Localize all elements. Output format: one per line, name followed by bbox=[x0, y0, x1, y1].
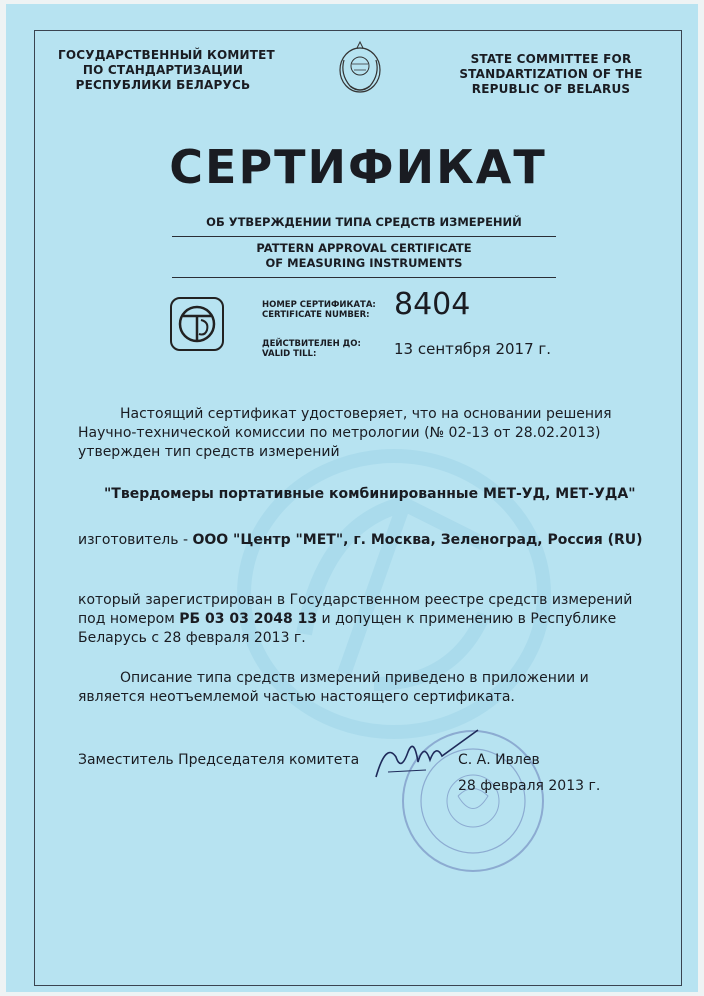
body-line: Беларусь с 28 февраля 2013 г. bbox=[78, 630, 306, 646]
divider bbox=[172, 236, 556, 237]
header-right bbox=[446, 52, 656, 97]
subtitle-ru: ОБ УТВЕРЖДЕНИИ ТИПА СРЕДСТВ ИЗМЕРЕНИЙ bbox=[206, 215, 522, 229]
body-line bbox=[78, 611, 616, 628]
header-left-line: РЕСПУБЛИКИ БЕЛАРУСЬ bbox=[75, 78, 251, 92]
text-fragment: под номером bbox=[78, 611, 175, 627]
header-left-line: ГОСУДАРСТВЕННЫЙ КОМИТЕТ bbox=[58, 48, 275, 62]
body-line: Настоящий сертификат удостоверяет, что на основании решения bbox=[120, 406, 612, 422]
subtitle-en-line: PATTERN APPROVAL CERTIFICATE bbox=[256, 241, 472, 255]
body-line: является неотъемлемой частью настоящего сертификата. bbox=[78, 689, 515, 705]
signatory-name: С. А. Ивлев bbox=[458, 752, 540, 768]
certificate-title: СЕРТИФИКАТ bbox=[169, 140, 547, 194]
registry-number: РБ 03 03 2048 13 bbox=[179, 611, 318, 627]
label-line: VALID TILL: bbox=[262, 349, 317, 359]
body-line: Научно-технической комиссии по метрологии (№ 02-13 от 28.02.2013) bbox=[78, 425, 601, 441]
signatory-title: Заместитель Председателя комитета bbox=[78, 752, 360, 768]
header-left bbox=[58, 48, 275, 93]
header-right-line: STATE COMMITTEE FOR bbox=[470, 52, 632, 66]
label-line: CERTIFICATE NUMBER: bbox=[262, 310, 370, 320]
state-emblem-icon bbox=[336, 40, 384, 96]
subtitle-en bbox=[172, 241, 556, 271]
divider bbox=[172, 277, 556, 278]
subtitle-en-line: OF MEASURING INSTRUMENTS bbox=[265, 256, 463, 270]
certificate-number: 8404 bbox=[394, 287, 471, 322]
header-left-line: ПО СТАНДАРТИЗАЦИИ bbox=[82, 63, 244, 77]
body-line: который зарегистрирован в Государственном реестре средств измерений bbox=[78, 592, 633, 608]
valid-till-date: 13 сентября 2017 г. bbox=[394, 340, 552, 358]
manufacturer-name: ООО "Центр "МЕТ", г. Москва, Зеленоград, Россия (RU) bbox=[192, 532, 643, 548]
manufacturer-line bbox=[78, 532, 643, 549]
body-line: Описание типа средств измерений приведено в приложении и bbox=[120, 670, 589, 686]
header-right-line: STANDARTIZATION OF THE bbox=[459, 67, 643, 81]
label-line: ДЕЙСТВИТЕЛЕН ДО: bbox=[262, 339, 361, 349]
signature-date: 28 февраля 2013 г. bbox=[458, 778, 601, 794]
manufacturer-label: изготовитель - bbox=[78, 532, 189, 548]
label-line: НОМЕР СЕРТИФИКАТА: bbox=[262, 300, 376, 310]
body-line: утвержден тип средств измерений bbox=[78, 444, 340, 460]
text-fragment: и допущен к применению в Республике bbox=[321, 611, 617, 627]
certificate-sheet bbox=[6, 4, 698, 992]
valid-till-label bbox=[262, 339, 361, 359]
header-right-line: REPUBLIC OF BELARUS bbox=[471, 82, 631, 96]
instrument-name: "Твердомеры портативные комбинированные МЕТ-УД, МЕТ-УДА" bbox=[104, 486, 636, 502]
standardization-logo-icon bbox=[169, 296, 225, 352]
certificate-number-label bbox=[262, 300, 376, 320]
